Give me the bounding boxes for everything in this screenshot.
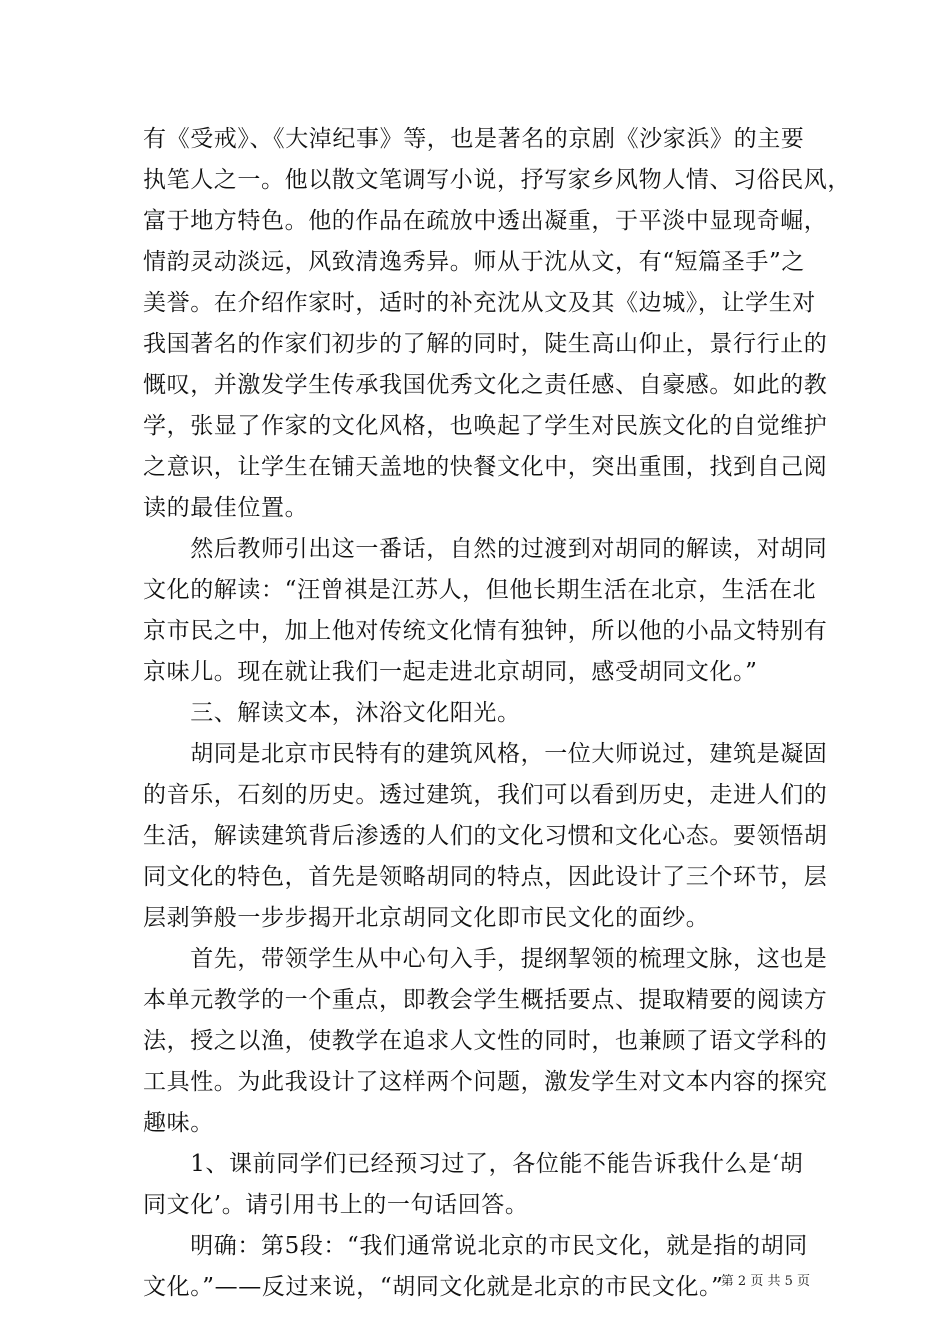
section-heading: 三、解读文本，沐浴文化阳光。	[143, 700, 521, 726]
text-line: 京市民之中，加上他对传统文化情有独钟，所以他的小品文特别有	[143, 618, 828, 644]
text-line: 执笔人之一。他以散文笔调写小说，抒写家乡风物人情、习俗民风，	[143, 167, 851, 193]
text-line: 美誉。在介绍作家时，适时的补充沈从文及其《边城》，让学生对	[143, 290, 816, 316]
text-line: 之意识，让学生在铺天盖地的快餐文化中，突出重围，找到自己阅	[143, 454, 828, 480]
text-line: 有《受戒》、《大淖纪事》等，也是著名的京剧《沙家浜》的主要	[143, 126, 805, 152]
text-line: 明确：第5段：“我们通常说北京的市民文化，就是指的胡同	[143, 1233, 808, 1259]
text-line: 文化。”——反过来说，“胡同文化就是北京的市民文化。”	[143, 1274, 724, 1300]
text-line: 富于地方特色。他的作品在疏放中透出凝重，于平淡中显现奇崛，	[143, 208, 828, 234]
text-line: 我国著名的作家们初步的了解的同时，陡生高山仰止，景行行止的	[143, 331, 828, 357]
text-line: 层剥笋般一步步揭开北京胡同文化即市民文化的面纱。	[143, 905, 710, 931]
text-line: 文化的解读：“汪曾祺是江苏人，但他长期生活在北京，生活在北	[143, 577, 817, 603]
text-line: 胡同是北京市民特有的建筑风格，一位大师说过，建筑是凝固	[143, 741, 828, 767]
text-line: 情韵灵动淡远，风致清逸秀异。师从于沈从文，有“短篇圣手”之	[143, 249, 805, 275]
text-line: 读的最佳位置。	[143, 495, 309, 521]
text-line: 同文化的特色，首先是领略胡同的特点，因此设计了三个环节，层	[143, 864, 828, 890]
text-line: 学，张显了作家的文化风格，也唤起了学生对民族文化的自觉维护	[143, 413, 828, 439]
text-line: 同文化’。请引用书上的一句话回答。	[143, 1192, 529, 1218]
text-line: 生活，解读建筑背后渗透的人们的文化习惯和文化心态。要领悟胡	[143, 823, 828, 849]
page-number: 第 2 页 共 5 页	[720, 1274, 810, 1289]
text-line: 1、课前同学们已经预习过了，各位能不能告诉我什么是‘胡	[143, 1151, 804, 1177]
text-line: 首先，带领学生从中心句入手，提纲挈领的梳理文脉，这也是	[143, 946, 828, 972]
text-line: 工具性。为此我设计了这样两个问题，激发学生对文本内容的探究	[143, 1069, 828, 1095]
text-line: 趣味。	[143, 1110, 214, 1136]
text-line: 法，授之以渔，使教学在追求人文性的同时，也兼顾了语文学科的	[143, 1028, 828, 1054]
text-line: 本单元教学的一个重点，即教会学生概括要点、提取精要的阅读方	[143, 987, 828, 1013]
text-line: 的音乐，石刻的历史。透过建筑，我们可以看到历史，走进人们的	[143, 782, 828, 808]
text-line: 然后教师引出这一番话，自然的过渡到对胡同的解读，对胡同	[143, 536, 828, 562]
text-line: 京味儿。现在就让我们一起走进北京胡同，感受胡同文化。”	[143, 659, 758, 685]
text-line: 慨叹，并激发学生传承我国优秀文化之责任感、自豪感。如此的教	[143, 372, 828, 398]
